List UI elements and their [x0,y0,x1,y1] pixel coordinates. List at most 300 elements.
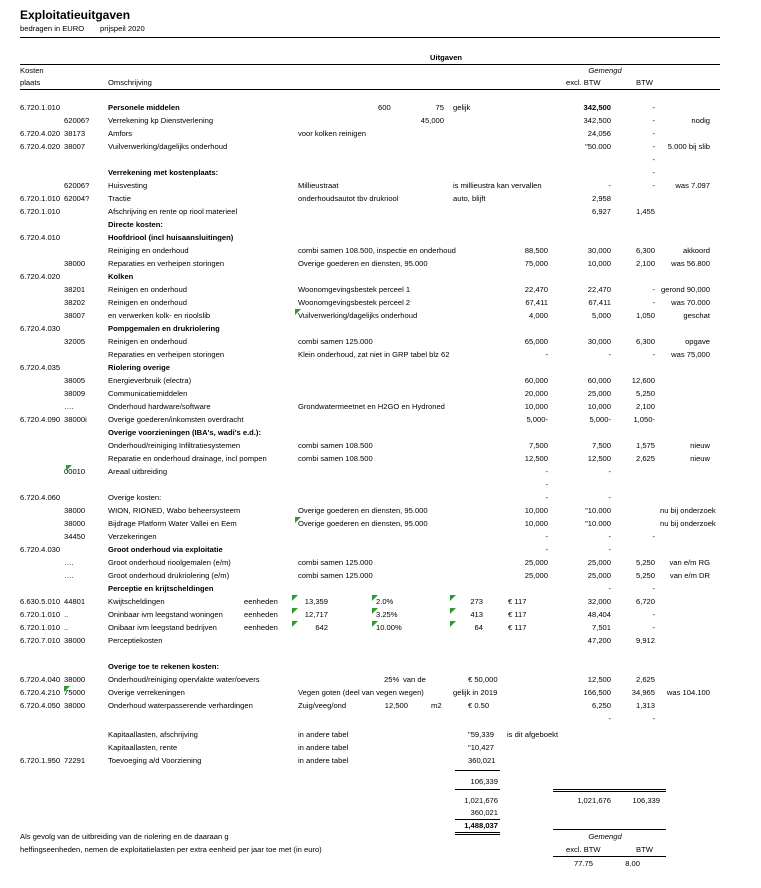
totals-divider [455,834,500,835]
comment-indicator [372,608,378,614]
cell-c6: - [652,116,655,125]
total-excl: 1,021,676 [464,796,498,805]
cell-c2: Tractie [108,194,131,203]
cell-c2: Pompgemalen en drukriolering [108,324,220,333]
cell-c4: 67,411 [525,298,548,307]
cell-c4: 20,000 [524,389,548,398]
cell-c6: - [652,584,655,593]
cell-c3: combi samen 125.000 [298,337,373,346]
cell-vd: van de [403,675,426,684]
cell-c5: 342,500 [583,116,611,125]
cell-c5: - [608,584,611,593]
cell-c3: combi samen 125.000 [298,558,373,567]
cell-c5: 7,500 [591,441,611,450]
cell-c0: 6.720.4.010 [20,233,61,242]
cell-n1: 12,717 [304,610,328,619]
cell-c4: 5,000- [526,415,548,424]
cell-c6: - [652,168,655,177]
cell-c6: - [652,155,655,164]
cell-c0: 6.720.4.020 [20,142,61,151]
cell-c2: Onderhoud hardware/software [108,402,211,411]
comment-indicator [295,309,301,315]
comment-indicator [292,595,298,601]
cell-c7: geschat [683,311,710,320]
cell-c3: in andere tabel [298,743,349,752]
cell-c6: 1,455 [635,207,655,216]
cell-c5: 60,000 [587,376,611,385]
header-plaats: plaats [20,78,41,87]
cell-note: is dit afgeboekt [507,730,559,739]
cell-c0: 6.630.5.010 [20,597,61,606]
header-btw: BTW [636,78,653,87]
cell-eur3: € 0.50 [468,701,490,710]
cell-c0: 6.720.4.035 [20,363,61,372]
header-kosten: Kosten [20,66,44,75]
cell-n2: 413 [470,610,483,619]
cell-c3c: auto, blijft [453,194,486,203]
cell-c2: Verrekening met kostenplaats: [108,168,219,177]
cell-c3: onderhoudsautot tbv drukriool [298,194,399,203]
cell-c2: Hoofdriool (incl huisaansluitingen) [108,233,234,242]
comment-indicator [450,608,456,614]
cell-c4l: 360,021 [468,756,496,765]
cell-c4l: "59,339 [468,730,494,739]
cell-c5: 22,470 [587,285,611,294]
cell-c1: 72291 [64,756,86,765]
cell-c7: gerond 90,000 [661,285,710,294]
comment-indicator [372,621,378,627]
cell-c2: Reparaties en verheipen storingen [108,350,225,359]
cell-c2: Huisvesting [108,181,148,190]
cell-c7: nieuw [690,441,710,450]
page-title: Exploitatieuitgaven [20,8,131,22]
cell-c7: was 75,000 [671,350,710,359]
cell-c3b: 75 [435,103,444,112]
cell-c4: 22,470 [524,285,548,294]
cell-c3: Overige goederen en diensten, 95.000 [298,519,428,528]
cell-c2: Onderhoud/reiniging opervlakte water/oevers [108,675,260,684]
cell-c5: 30,000 [587,246,611,255]
cell-c2: Personele middelen [108,103,180,112]
cell-c6: 1,050- [633,415,655,424]
cell-m2: m2 [431,701,442,710]
cell-c2: Afschrijving en rente op riool materieel [108,207,238,216]
cell-c5: 12,500 [587,454,611,463]
cell-c0: 6.720.4.030 [20,545,61,554]
top-divider [20,37,720,38]
cell-c5: 32,000 [587,597,611,606]
cell-eenh: eenheden [244,623,278,632]
cell-c2: Overige voorzieningen (IBA's, wadi's e.d.): [108,428,261,437]
cell-c1: 34450 [64,532,86,541]
cell-c1: 38000 [64,259,86,268]
cell-n1: 13,359 [304,597,328,606]
cell-c0: 6.720.4.020 [20,129,61,138]
cell-c6: - [652,610,655,619]
cell-c2: WION, RIONED, Wabo beheersysteem [108,506,241,515]
totals-divider [455,770,500,771]
cell-c6: 5,250 [635,571,655,580]
footer-divider [553,829,666,830]
cell-c6: - [652,181,655,190]
cell-c1: 38007 [64,142,86,151]
cell-c0: 6.720.4.210 [20,688,61,697]
cell-c5: 342,500 [583,103,611,112]
cell-c7: nieuw [690,454,710,463]
cell-c1: …. [64,402,74,411]
cell-c1: 62004? [64,194,90,203]
cell-c1: 38000i [64,415,87,424]
cell-c1: 38000 [64,519,86,528]
cell-c3: combi samen 125.000 [298,571,373,580]
cell-c2: Reparatie en onderhoud drainage, incl pompen [108,454,267,463]
cell-c1: .. [64,623,69,632]
cell-c0: 6.720.4.050 [20,701,61,710]
cell-c0: 6.720.4.060 [20,493,61,502]
cell-c4: - [545,493,548,502]
cell-c2: en verwerken kolk- en rioolslib [108,311,211,320]
cell-c7: was 56.800 [671,259,710,268]
cell-c3: Millieustraat [298,181,339,190]
cell-c5: 6,250 [591,701,611,710]
cell-c4: - [545,532,548,541]
cell-pct: 2.0% [376,597,394,606]
cell-c6: 6,300 [635,246,655,255]
cell-c2: Energieverbruik (electra) [108,376,192,385]
cell-c4: 7,500 [528,441,548,450]
cell-c0: 6.720.1.010 [20,623,61,632]
cell-n2: 273 [470,597,483,606]
cell-c6: - [652,623,655,632]
cell-c5: - [608,545,611,554]
header-excl-btw: excl. BTW [566,78,601,87]
cell-c2: Kapitaallasten, afschrijving [108,730,198,739]
totals-divider [455,819,500,820]
cell-c3: Overige goederen en diensten, 95.000 [298,506,428,515]
cell-c2: Onibaar ivm leegstand bedrijven [108,623,217,632]
cell-c5: 6,927 [591,207,611,216]
cell-c6: 2,625 [635,454,655,463]
cell-c2: Riolering overige [108,363,171,372]
cell-c6: - [652,298,655,307]
cell-c1: …. [64,571,74,580]
cell-c2: Verrekening kp Dienstverlening [108,116,214,125]
cell-c5: 48,404 [587,610,611,619]
cell-c3: Overige goederen en diensten, 95.000 [298,259,428,268]
cell-c4: 10,000 [524,506,548,515]
cell-c3: voor kolken reinigen [298,129,366,138]
cell-c6: 1,575 [635,441,655,450]
footer-value-btw: 8.00 [625,859,640,868]
total-btw: 106,339 [470,777,498,786]
cell-c5: 24,056 [587,129,611,138]
cell-c2: Groot onderhoud drukriolering (e/m) [108,571,230,580]
cell-c7: nu bij onderzoek [660,506,716,515]
cell-c5: 25,000 [587,558,611,567]
cell-c5: - [608,493,611,502]
cell-c1: 38202 [64,298,86,307]
cell-c2: Overige toe te rekenen kosten: [108,662,219,671]
cell-c4: 60,000 [524,376,548,385]
cell-c3a: 600 [378,103,391,112]
cell-c0: 6.720.1.010 [20,103,61,112]
cell-c0: 6.720.1.010 [20,194,61,203]
cell-c0: 6.720.4.030 [20,324,61,333]
cell-c1: 38009 [64,389,86,398]
cell-c4: 75,000 [524,259,548,268]
cell-c4: 88,500 [524,246,548,255]
cell-c0: 6.720.1.010 [20,610,61,619]
cell-c5: - [608,181,611,190]
cell-c2: Oninbaar ivm leegstand woningen [108,610,223,619]
cell-c1: 62006? [64,181,90,190]
footer-divider [553,856,666,857]
cell-c3: in andere tabel [298,730,349,739]
cell-c2: Directe kosten: [108,220,163,229]
cell-c7: was 104.100 [666,688,710,697]
cell-c1: 38000 [64,675,86,684]
cell-c0: 6.720.7.010 [20,636,61,645]
cell-n2: 64 [474,623,483,632]
cell-c3: combi samen 108.500, inspectie en onderhoud [298,246,456,255]
cell-c3: Vuilverwerking/dagelijks onderhoud [298,311,418,320]
cell-eur: € 117 [508,610,527,619]
cell-c5: 67,411 [588,298,611,307]
cell-c2: Communicatiemiddelen [108,389,188,398]
cell-c2: Kolken [108,272,134,281]
cell-c6: 2,625 [635,675,655,684]
cell-c1: 38000 [64,636,86,645]
cell-c3: Klein onderhoud, zat niet in GRP tabel blz 62 [298,350,450,359]
cell-c5: - [608,467,611,476]
cell-c7: 5.000 bij slib [667,142,710,151]
cell-c2: Reinigen en onderhoud [108,285,187,294]
cell-c1: 38000 [64,701,86,710]
cell-eenh: eenheden [244,597,278,606]
cell-c0: 6.720.4.040 [20,675,61,684]
cell-c6: 34,965 [631,688,655,697]
cell-c5: 12,500 [587,675,611,684]
cell-c2: Perceptie en krijtscheldingen [108,584,214,593]
cell-c7: akkoord [682,246,710,255]
cell-eur: € 117 [508,597,527,606]
cell-c6: 1,050 [635,311,655,320]
cell-eur2: € 50,000 [468,675,498,684]
cell-c1: 38005 [64,376,86,385]
cell-c6: 12,600 [631,376,655,385]
cell-c1: 38000 [64,506,86,515]
cell-c3c: gelijk [453,103,471,112]
cell-c4: 12,500 [524,454,548,463]
summary-excl-btw: 1,021,676 [577,796,611,805]
cell-c7: nodig [691,116,710,125]
cell-c6: - [652,103,655,112]
cell-c3: Grondwatermeetnet en H2GO en Hydroned [298,402,445,411]
cell-c4: 65,000 [524,337,548,346]
summary-divider [553,791,666,792]
footer-btw: BTW [636,845,653,854]
cell-c6: - [652,285,655,294]
cell-c2: Groot onderhoud via exploitatie [108,545,223,554]
cell-c1: 44801 [64,597,86,606]
cell-c2: Verzekeringen [108,532,157,541]
cell-pct2: 25% [384,675,400,684]
cell-eenh: eenheden [244,610,278,619]
comment-indicator [292,621,298,627]
cell-c2: Toevoeging a/d Voorziening [108,756,202,765]
cell-c0: 6.720.4.090 [20,415,61,424]
cell-c0: 6.720.1.010 [20,207,61,216]
cell-c1: 00010 [64,467,86,476]
cell-c2: Areaal uitbreiding [108,467,168,476]
cell-c6: 1,313 [635,701,655,710]
cell-c5: "10.000 [585,506,611,515]
header-gemengd: Gemengd [588,66,622,75]
cell-c0: 6.720.4.020 [20,272,61,281]
cell-pct: 3.25% [376,610,398,619]
cell-c3: combi samen 108.500 [298,441,373,450]
cell-c6: - [652,129,655,138]
cell-c6: - [652,532,655,541]
cell-c1: 32005 [64,337,86,346]
cell-c4: 10,000 [524,402,548,411]
comment-indicator [66,465,72,471]
total-voorziening: 360,021 [470,808,498,817]
cell-c5: - [608,714,611,723]
cell-c4: 4,000 [528,311,548,320]
cell-c2: Onderhoud waterpasserende verhardingen [108,701,253,710]
header-divider [20,64,720,65]
cell-c3c: is millieustra kan vervallen [453,181,542,190]
cell-c1: 38201 [64,285,86,294]
cell-c5: - [608,350,611,359]
cell-c5: 5,000- [589,415,611,424]
cell-c6: 2,100 [635,259,655,268]
cell-c2: Reinigen en onderhoud [108,337,187,346]
cell-c3b: 45,000 [420,116,444,125]
cell-c5: 30,000 [587,337,611,346]
comment-indicator [372,595,378,601]
cell-c1: 38173 [64,129,86,138]
cell-c2: Reinigen en onderhoud [108,298,187,307]
cell-c2: Overige verrekeningen [108,688,185,697]
cell-c2: Vuilverwerking/dagelijks onderhoud [108,142,228,151]
cell-c6: 9,912 [635,636,655,645]
cell-c2: Overige kosten: [108,493,162,502]
totals-divider [455,832,500,833]
cell-c1: 75000 [64,688,86,697]
cell-c1: .. [64,610,69,619]
cell-c5: 10,000 [587,259,611,268]
header-bottom-divider [20,89,720,90]
cell-c4: - [545,467,548,476]
cell-c5: 25,000 [587,389,611,398]
cell-c2: Kapitaallasten, rente [108,743,178,752]
cell-c7: van e/m RG [669,558,710,567]
cell-c3: Zuig/veeg/ond [298,701,347,710]
comment-indicator [292,608,298,614]
cell-c5: 47,200 [587,636,611,645]
cell-c4: 25,000 [524,571,548,580]
cell-c1: …. [64,558,74,567]
header-omschrijving: Omschrijving [108,78,152,87]
cell-c1: 62006? [64,116,90,125]
summary-btw: 106,339 [632,796,660,805]
cell-c4: - [545,545,548,554]
cell-c3: Vegen goten (deel van vegen wegen) [298,688,424,697]
cell-c2: Reiniging en onderhoud [108,246,189,255]
cell-c3c: gelijk in 2019 [453,688,498,697]
cell-c4: - [545,480,548,489]
comment-indicator [450,621,456,627]
cell-c2: Reparaties en verheipen storingen [108,259,225,268]
cell-c7: was 7.097 [675,181,710,190]
cell-c5: 25,000 [587,571,611,580]
cell-c5: "50.000 [585,142,611,151]
summary-divider [553,789,666,790]
cell-c2: Bijdrage Platform Water Vallei en Eem [108,519,237,528]
cell-c4: 10,000 [524,519,548,528]
cell-c5: 2,958 [591,194,611,203]
footer-value-excl: 77.75 [573,859,593,868]
grand-total: 1,488,037 [464,821,498,830]
cell-c6: 2,100 [635,402,655,411]
footer-excl-btw: excl. BTW [566,845,601,854]
cell-c0: 6.720.1.950 [20,756,61,765]
cell-c6: 6,720 [635,597,655,606]
cell-c2: Onderhoud/reiniging Infiltratiesystemen [108,441,241,450]
cell-c5: 7,501 [591,623,611,632]
cell-c6: 5,250 [635,558,655,567]
cell-n3: 12,500 [384,701,408,710]
cell-c2: Perceptiekosten [108,636,163,645]
cell-c2: Kwijtscheldingen [108,597,165,606]
totals-divider [455,789,500,790]
cell-pct: 10.00% [376,623,402,632]
footer-line-1: Als gevolg van de uitbreiding van de riolering en de daaraan g [20,832,229,841]
cell-c2: Overige goederen/inkomsten overdracht [108,415,244,424]
cell-c7: was 70.000 [671,298,710,307]
cell-c7: opgave [685,337,710,346]
cell-c7: nu bij onderzoek [660,519,716,528]
comment-indicator [295,517,301,523]
cell-c6: - [652,714,655,723]
cell-c5: - [608,532,611,541]
footer-line-2: heffingseenheden, nemen de exploitatielasten per extra eenheid per jaar toe met (in euro) [20,845,322,854]
subtitle-amounts: bedragen in EURO [20,24,85,33]
cell-c6: 6,300 [635,337,655,346]
cell-c2: Amfors [108,129,133,138]
cell-c4: 25,000 [524,558,548,567]
cell-c3: Woonomgevingsbestek perceel 2 [298,298,411,307]
cell-c6: 5,250 [635,389,655,398]
cell-c4l: "10,427 [468,743,494,752]
cell-c5: "10.000 [585,519,611,528]
cell-c7: van e/m DR [669,571,710,580]
header-uitgaven: Uitgaven [430,53,463,62]
cell-c3: Woonomgevingsbestek perceel 1 [298,285,411,294]
cell-c6: - [652,142,655,151]
cell-c6: - [652,350,655,359]
comment-indicator [450,595,456,601]
cell-c5: 5,000 [591,311,611,320]
cell-c3: in andere tabel [298,756,349,765]
comment-indicator [64,686,70,692]
cell-c2: Groot onderhoud rioolgemalen (e/m) [108,558,231,567]
cell-c3: combi samen 108.500 [298,454,373,463]
cell-c5: 166,500 [583,688,611,697]
cell-c5: 10,000 [587,402,611,411]
